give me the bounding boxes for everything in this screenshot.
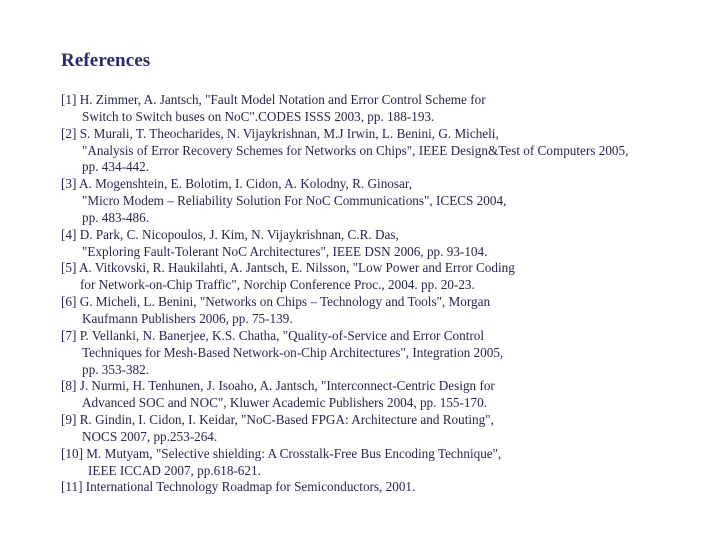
reference-line: "Exploring Fault-Tolerant NoC Architectures", IEEE DSN 2006, pp. 93-104. [82, 243, 488, 259]
reference-line: [5] A. Vitkovski, R. Haukilahti, A. Jantsch, E. Nilsson, "Low Power and Error Coding [61, 260, 515, 276]
reference-line: [7] P. Vellanki, N. Banerjee, K.S. Chatha, "Quality-of-Service and Error Control [61, 327, 485, 343]
reference-line: pp. 353-382. [82, 361, 150, 377]
reference-item [61, 412, 711, 446]
reference-line: [9] R. Gindin, I. Cidon, I. Keidar, "NoC-Based FPGA: Architecture and Routing", [61, 412, 494, 428]
reference-item [61, 479, 711, 496]
reference-item [61, 294, 711, 328]
reference-number: [4] [61, 226, 77, 242]
reference-number: [7] [61, 327, 77, 343]
reference-line: pp. 434-442. [82, 159, 150, 175]
reference-line: [2] S. Murali, T. Theocharides, N. Vijaykrishnan, M.J Irwin, L. Benini, G. Micheli, [61, 125, 499, 141]
reference-line: Kaufmann Publishers 2006, pp. 75-139. [82, 310, 293, 326]
page-title: References [61, 50, 151, 71]
reference-number: [3] [61, 176, 77, 192]
reference-number: [6] [61, 294, 77, 310]
reference-line: Techniques for Mesh-Based Network-on-Chip Architectures", Integration 2005, [82, 344, 504, 360]
reference-line: [1] H. Zimmer, A. Jantsch, "Fault Model Notation and Error Control Scheme for [61, 92, 486, 107]
reference-item [61, 227, 711, 261]
reference-line: [8] J. Nurmi, H. Tenhunen, J. Isoaho, A. Jantsch, "Interconnect-Centric Design for [61, 378, 495, 394]
reference-line: [11] International Technology Roadmap for Semiconductors, 2001. [61, 479, 416, 495]
reference-line: "Analysis of Error Recovery Schemes for Networks on Chips", IEEE Design&Test of Computers 2005, [82, 142, 629, 158]
reference-number: [8] [61, 378, 77, 394]
reference-item [61, 92, 711, 126]
reference-line: [6] G. Micheli, L. Benini, "Networks on Chips – Technology and Tools", Morgan [61, 294, 491, 310]
reference-number: [10] [61, 445, 83, 461]
reference-line: Switch to Switch buses on NoC".CODES ISSS 2003, pp. 188-193. [82, 108, 435, 124]
reference-line: Advanced SOC and NOC", Kluwer Academic Publishers 2004, pp. 155-170. [82, 395, 487, 411]
reference-line: "Micro Modem – Reliability Solution For NoC Communications", ICECS 2004, [82, 193, 507, 209]
reference-number: [9] [61, 412, 77, 428]
reference-item [61, 378, 711, 412]
reference-line: for Network-on-Chip Traffic", Norchip Conference Proc., 2004. pp. 20-23. [80, 277, 475, 293]
reference-line: IEEE ICCAD 2007, pp.618-621. [88, 462, 261, 478]
reference-list [61, 92, 711, 496]
reference-line: [4] D. Park, C. Nicopoulos, J. Kim, N. Vijaykrishnan, C.R. Das, [61, 226, 399, 242]
reference-item [61, 328, 711, 379]
reference-number: [5] [61, 260, 77, 276]
reference-item [61, 176, 711, 227]
reference-number: [2] [61, 125, 77, 141]
reference-number: [1] [61, 92, 77, 107]
reference-item [61, 446, 711, 480]
reference-item [61, 126, 711, 177]
reference-item [61, 260, 711, 294]
reference-line: NOCS 2007, pp.253-264. [82, 428, 218, 444]
reference-number: [11] [61, 479, 83, 495]
reference-line: pp. 483-486. [82, 209, 150, 225]
reference-line: [3] A. Mogenshtein, E. Bolotim, I. Cidon, A. Kolodny, R. Ginosar, [61, 176, 413, 192]
reference-line: [10] M. Mutyam, "Selective shielding: A Crosstalk-Free Bus Encoding Technique", [61, 445, 502, 461]
